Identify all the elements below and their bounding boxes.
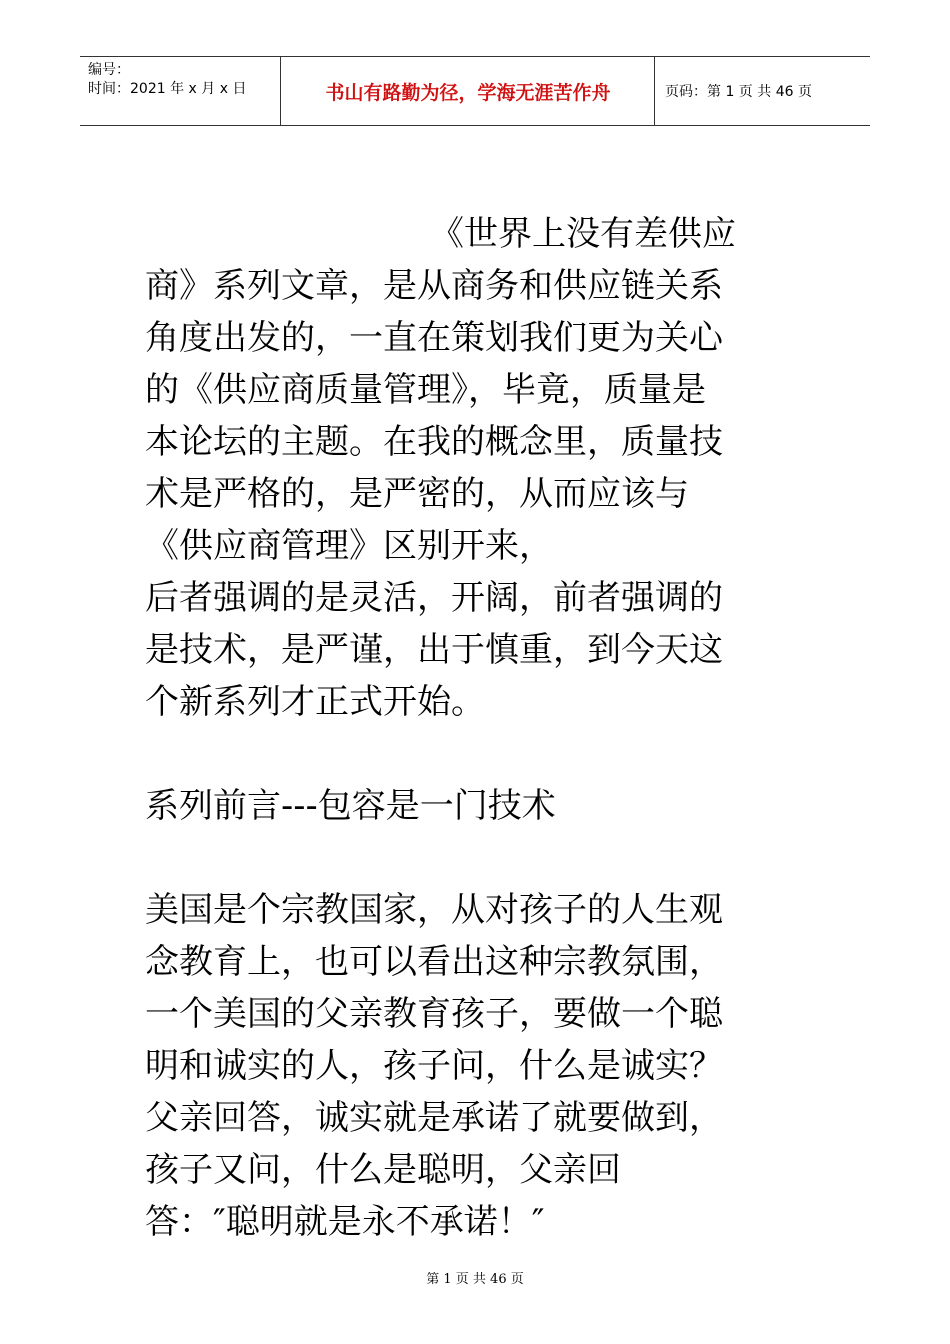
text-line: 父亲回答，诚实就是承诺了就要做到， (145, 1098, 723, 1138)
text-line: 个新系列才正式开始。 (145, 682, 485, 722)
header-meta (88, 61, 246, 99)
text-line: 角度出发的，一直在策划我们更为关心 (145, 318, 723, 358)
text-line: 商》系列文章，是从商务和供应链关系 (145, 266, 723, 306)
document-date-label: 时间：2021 年 x 月 x 日 (88, 81, 247, 97)
story-paragraph (145, 884, 805, 1248)
text-line: 孩子又问，什么是聪明，父亲回 (145, 1150, 621, 1190)
text-line: 《世界上没有差供应 (430, 214, 736, 254)
text-line: 美国是个宗教国家，从对孩子的人生观 (145, 890, 723, 930)
header-divider-right (654, 57, 655, 125)
page-footer: 第 1 页 共 46 页 (426, 1272, 524, 1287)
section-heading: 系列前言---包容是一门技术 (145, 786, 556, 826)
text-line: 《供应商管理》区别开来， (145, 526, 553, 566)
intro-paragraph (145, 208, 805, 260)
page-header (80, 56, 870, 126)
document-number-label: 编号： (88, 62, 130, 78)
text-line: 术是严格的，是严密的，从而应该与 (145, 474, 689, 514)
document-body (145, 208, 805, 1248)
header-divider-left (280, 57, 281, 125)
intro-paragraph-continued (145, 260, 805, 728)
text-line: 一个美国的父亲教育孩子，要做一个聪 (145, 994, 723, 1034)
text-line: 念教育上，也可以看出这种宗教氛围， (145, 942, 723, 982)
text-line: 是技术，是严谨，出于慎重，到今天这 (145, 630, 723, 670)
text-line: 明和诚实的人，孩子问，什么是诚实？ (145, 1046, 723, 1086)
text-line: 答：″聪明就是永不承诺！″ (145, 1202, 545, 1242)
header-page-info: 页码：第 1 页 共 46 页 (665, 84, 812, 100)
header-motto: 书山有路勤为径，学海无涯苦作舟 (325, 81, 611, 104)
text-line: 的《供应商质量管理》，毕竟，质量是 (145, 370, 706, 410)
text-line: 后者强调的是灵活，开阔，前者强调的 (145, 578, 723, 618)
text-line: 本论坛的主题。在我的概念里，质量技 (145, 422, 723, 462)
